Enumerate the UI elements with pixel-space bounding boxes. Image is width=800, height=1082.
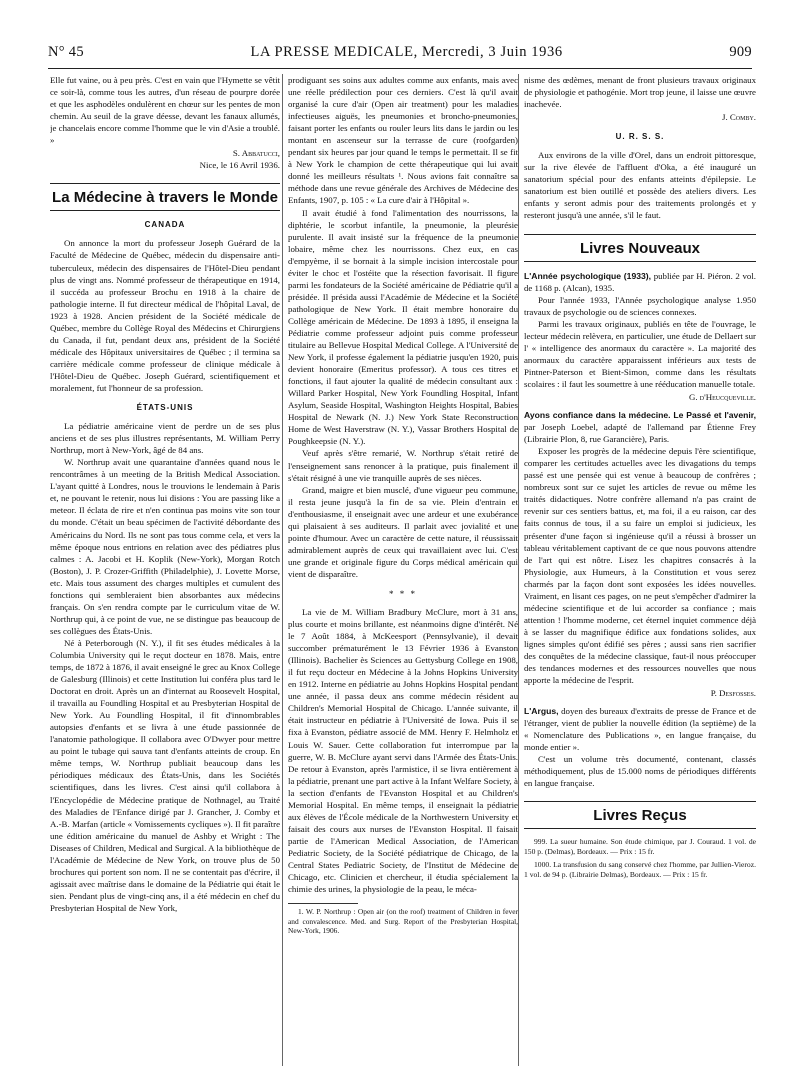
list-item: 1000. La transfusion du sang conservé chez l'homme, par Jullien-Vieroz. 1 vol. de 94 p. (Librairie Delmas), Bordeaux. — Prix : 15 fr.	[524, 860, 756, 879]
book-details: doyen des bureaux d'extraits de presse de France et de l'étranger, vient de publier la nouvelle édition (la septième) de la « Nomenclature des Publications », en langue française, du monde entier ».	[524, 706, 756, 753]
header-rule	[48, 68, 752, 69]
paragraph: Pour l'année 1933, l'Année psychologique analyse 1.950 travaux de psychologie ou de sciences connexes.	[524, 294, 756, 317]
signature-date: Nice, le 16 Avril 1936.	[199, 160, 280, 171]
paragraph: Né à Peterborough (N. Y.), il fit ses études médicales à la Columbia University qui le reçut docteur en 1878. Mais, entre temps, de 1872 à 1876, il avait enseigné le grec au Knox College de Galesburg (Illinois) et cette Institution lui conféra plus tard le Doctorat en droit. Après un an d'internat au Roosevelt Hospital, il travailla au Foundling Hospital et au Presbyterian Hospital de New York. Au Foundling Hospital, il fit d'innombrables autopsies d'enfants et se livra à une étude passionnée de l'anatomie pathologique. Il collabora avec O'Dwyer pour mettre au point le tubage qui sauva tant d'enfants atteints de croup. En même temps, W. Northrup publiait beaucoup dans les périodiques médicaux des États-Unis, dans les Sociétés scientifiques, dans les livres. C'est ainsi qu'il collabora à l'Encyclopédie de Médecine pratique de Nothnagel, au Traité des Maladies de l'Enfance dirigé par J. Grancher, J. Comby et A.-B. Marfan (article « Vomissements cycliques »). Il fit paraître une édition américaine du manuel de Ashby et Wright : The Diseases of Children, Medical and Surgical. A la bibliothèque de l'Académie de Médecine de New York, on trouve plus de 50 brochures qui portent son nom. Il ne se contentait pas d'écrire, il agissait avec maîtrise dans le domaine de la Pédiatrie qui était le sien. Pendant plus de vingt-cinq ans, il a été médecin en chef du Presbyterian Hospital de New York,	[50, 637, 280, 913]
subsection-title: U. R. S. S.	[615, 132, 665, 142]
book-details: publiée par H. Piéron. 2 vol. de 1168 p. (Alcan), 1935.	[524, 270, 756, 293]
book-entry	[524, 705, 756, 753]
paragraph: Parmi les travaux originaux, publiés en tête de l'ouvrage, le lecteur médecin relèvera, en particulier, une étude de Dellaert sur l' « intelligence des anormaux du caractère ». La majorité des anormaux du caractère apparaissent inférieurs aux tests de Pintner-Paterson et Bient-Simon, comme dans les résultats scolaires : il faut les soumettre à une rééducation manuelle totale.	[524, 318, 756, 389]
paragraph: Grand, maigre et bien musclé, d'une vigueur peu commune, il resta jeune jusqu'à la fin de sa vie. Plein d'entrain et d'enthousiasme, il enseignait avec une ardeur et une exubérance qui plaisaient à ses auditeurs. Il parlait avec jovialité et une pointe d'humour. Avec un caractère de cette nature, il réussissait admirablement auprès de ceux qui travaillaient avec lui. C'est une grande et originale figure du Corps médical américain qui vient de disparaître.	[288, 484, 518, 579]
section-title: Livres Nouveaux	[524, 234, 756, 262]
paragraph: Aux environs de la ville d'Orel, dans un endroit pittoresque, sur la rive élevée de l'affluent d'Oka, a été inauguré un sanatorium spécial pour des enfants atteints d'épilepsie. Le sanatorium est bien outillé et possède des ateliers divers. Les enfants y seront admis pour des traitements prolongés et y resteront jusqu'à une année, s'il le faut.	[524, 150, 756, 221]
section-title: Livres Reçus	[524, 801, 756, 829]
book-entry	[524, 409, 756, 445]
separator-stars: * * *	[389, 588, 417, 599]
signature: S. Abbatucci,	[232, 148, 280, 159]
signature: P. Desfosses.	[710, 688, 756, 699]
paragraph: C'est un volume très documenté, contenant, classés méthodiquement, plus de 15.000 noms de périodiques différents en langue française.	[524, 754, 756, 789]
book-title: L'Année psychologique (1933),	[524, 270, 652, 281]
signature: G. d'Heucqueville.	[689, 391, 756, 402]
signature: J. Comby.	[722, 112, 756, 123]
paragraph: Il avait étudié à fond l'alimentation des nourrissons, la diphtérie, le scorbut infantile, la pneumonie, la pleurésie purulente. Il avait insisté sur la fréquence de la pneumonie lobaire, même chez les nourrissons. Chez eux, en cas d'empyème, il se bornait à la simple incision intercostale pour éviter le choc et l'ostéite que la résection favorisait. Il figure parmi les fondateurs de la Société américaine de Pédiatrie qu'il a présidée. Il présida aussi l'Académie de Médecine et la Société pathologique de New York. Il était membre honoraire du Collège américain de Médecine. De 1893 à 1895, il enseigna la Pédiatrie comme professeur adjoint puis comme professeur titulaire au Bellevue Hospital Medical College. A l'Université de New York, il professe également la pédiatrie jusqu'en 1920, puis devient honoraire (Emeritus professor). A tous ces titres et fonctions, il faut ajouter la qualité de médecin consultant aux : Willard Parker Hospital, New York Foundling Hospital, Infant Asylum, Seaside Hospital, Washington Heights Hospital, Babies Hospital de Newark (N. J.) New York State Reconstruction Home de West Haverstraw (N. Y.), Vassar Brothers Hospital de Poughkeepsie (N. Y.).	[288, 207, 518, 447]
book-entry	[524, 270, 756, 294]
column-2	[288, 74, 518, 1066]
subsection-title: ÉTATS-UNIS	[136, 403, 194, 413]
list-item: 999. La sueur humaine. Son étude chimique, par J. Couraud. 1 vol. de 150 p. (Delmas), Bordeaux. — Prix : 15 fr.	[524, 837, 756, 857]
paragraph: La vie de M. William Bradbury McClure, mort à 31 ans, plus courte et moins brillante, est néanmoins digne d'intérêt. Né le 7 Août 1884, à McKeesport (Pennsylvanie), il devait succomber prématurément le 13 Février 1936 à Evanston (Illinois). Bachelier ès Sciences au Gettysburg College en 1908, il fut reçu docteur en Médecine à la Johns Hopkins University en 1912. Interne en pédiatrie au Johns Hopkins Hospital pendant une année, il passa deux ans comme médecin résident au Children's Memorial Hospital de Chicago. L'année suivante, il était instructeur en pédiatrie à l'Université de Iowa. Puis il se fixa à Evanston, pédiatre associé de MM. Henry F. Helmholz et Louis W. Sauer. Cette collaboration fut interrompue par la guerre, W. B. McClure ayant servi dans l'Armée des États-Unis. De retour à Evanston, après l'armistice, il se livra entièrement à la pédiatrie, prenant une part active à la Infant Welfare Society, à la section d'enfants de l'Evanston Hospital et au Children's Memorial Hospital. En même temps, il enseignait la pédiatrie aux élèves de l'École médicale de la Northwestern University et faisait des cours aux nurses de l'Evanston Hospital. Il faisait partie de l'American Medical Association, de l'American Pediatric Society, de la Société pédiatrique de Chicago, de la Central States Pediatric Society, de l'Institut de Médecine de Chicago, etc. Clinicien et chercheur, il étudia spécialement la chimie des urines, la physiologie de la peau, le méca-	[288, 607, 518, 895]
paragraph: prodiguant ses soins aux adultes comme aux enfants, mais avec une réelle prédilection pour ces derniers. C'est là qu'il avait organisé la cure d'air (Open air treatment) pour les maladies infectieuses aiguës, les pneumonies et broncho-pneumonies, faisant porter les enfants ou rouler leurs lits dans le jardin ou les montant en ascenseur sur la terrasse de cure (roofgarden) pendant six heures par jour quand le temps le permettait. Il se fit à New York le champion de cette thérapeutique qui lui avait donné les meilleurs résultats ¹. Nous avions fait connaître sa méthode dans une revue générale des Archives de Médecine des Enfants, 1907, p. 105 : « La cure d'air à l'Hôpital ».	[288, 75, 518, 206]
page-number: 909	[729, 44, 752, 60]
column-divider	[518, 74, 519, 1066]
received-books-list	[524, 837, 756, 879]
column-divider	[282, 74, 283, 1066]
paragraph: nisme des œdèmes, menant de front plusieurs travaux originaux de physiologie et pathogénie. Mort trop jeune, il laisse une œuvre inachevée.	[524, 75, 756, 110]
book-title: L'Argus,	[524, 706, 559, 717]
footnote: 1. W. P. Northrup : Open air (on the roof) treatment of Children in fever and convalescence. Med. and Surg. Report of the Presbyterian Hospital, New-York, 1906.	[288, 907, 518, 936]
book-details: par Joseph Loebel, adapté de l'allemand par Étienne Frey (Librairie Plon, 8, rue Garancière), Paris.	[524, 422, 756, 445]
page-header	[48, 44, 752, 66]
paragraph: W. Northrup avait une quarantaine d'années quand nous le rencontrâmes à un meeting de la British Medical Association. L'ayant quitté à Londres, nous le trouvions le lendemain à Paris et, ne pouvant le retenir, nous lui disions : You are passing like a meteor. Il éclata de rire et n'en continua pas moins vite son tour du monde. C'était un beau spécimen de l'activité débordante des Américains du Nord. Ils ne sont pas tous comme cela, et vers la même époque nous entrions en relation avec des pédiatres plus calmes : A. Jacobi et H. Koplik (New-York), Morgan Rotch (Boston), J. P. Crozer-Griffith (Philadelphie), J. Lovette Morse, etc. Mais tous assument des charges multiples et cumulent des fonctions qui sembleraient bien absorbantes aux médecins français. On s'en rendra compte par le curriculum vitae de W. Northrup qui, à ce point de vue, ne se distingue pas beaucoup de ses collègues des États-Unis.	[50, 457, 280, 636]
subsection-title: CANADA	[144, 220, 186, 230]
paragraph: La pédiatrie américaine vient de perdre un de ses plus anciens et de ses plus illustres représentants, M. William Perry Northrup, mort à New-York, âgé de 84 ans.	[50, 421, 280, 456]
journal-title: LA PRESSE MEDICALE, Mercredi, 3 Juin 1936	[250, 44, 563, 60]
footnote-rule	[288, 903, 358, 904]
paragraph: Exposer les progrès de la médecine depuis l'ère scientifique, comparer les certitudes actuelles avec les divagations du temps passé est une pensée qui est venue à beaucoup de confrères ; nombreux sont sur ce sujet les articles de revue ou même les traités didactiques. Notre confrère allemand n'a pas craint de revenir sur ces sentiers battus, et, ma foi, il a eu raison, car des faits connus de tous, il a su faire un emploi si judicieux, les présenter d'une façon si ingénieuse qu'il a réussi à brosser un tableau véritablement captivant de ce que nous pouvons attendre de l'art qui est nôtre. Lisez les chapitres consacrés à la Physiologie, aux Humeurs, à la Constitution et vous serez charmés par la façon dont sont exposées les idées nouvelles. Vraiment, en lisant ces pages, on ne peut s'empêcher d'admirer la médecine scientifique et de lui accorder sa confiance ; mais attention ! l'homme moderne, cet éternel inquiet commence déjà à se lasser du magnifique édifice aux fondations solides, aux lignes simples qu'ont édifié ses pères ; aussi sans rien sacrifier des conquêtes de la médecine classique, faut-il nous préoccuper des tendances modernes et des ressources nouvelles que nous apporte la médecine de l'esprit.	[524, 446, 756, 686]
section-title: La Médecine à travers le Monde	[50, 183, 280, 211]
issue-number: N° 45	[48, 44, 84, 60]
paragraph: Elle fut vaine, ou à peu près. C'est en vain que l'Hymette se vêtit ce soir-là, comme tous les autres, d'un réseau de pourpre dorée et que les asphodèles ondulèrent en chœur sur les pentes de mon chemin. Au seuil de la grave déesse, devant les fanaux allumés, je chancelais encore comme l'homme que le vin d'Asie a troublé. »	[50, 75, 280, 146]
column-3	[524, 74, 756, 1066]
column-1	[50, 74, 280, 1066]
paragraph: On annonce la mort du professeur Joseph Guérard de la Faculté de Médecine de Québec, médecin du dispensaire anti-tuberculeux, médecin des dispensaires de l'Hôtel-Dieu pendant plus de vingt ans. Nommé professeur de thérapeutique en 1914, il succéda au professeur Brochu en 1918 à la chaire de pathologie interne. Il fut directeur médical de l'hôpital Laval, de 1923 à 1928. Ancien président de la Société médicale de Québec, membre du Collège Royal des Médecins et Chirurgiens du Canada, il fut, pendant deux ans, président de la Société médicale des Hôpitaux universitaires de Québec ; il termina sa carrière médicale comme professeur de clinique médicale à l'Hôtel-Dieu de Québec. Joseph Guérard, scientifiquement et moralement, fut l'honneur de sa profession.	[50, 238, 280, 393]
book-title: Ayons confiance dans la médecine. Le Passé et l'avenir,	[524, 410, 756, 421]
paragraph: Veuf après s'être remarié, W. Northrup s'était retiré de l'enseignement sans renoncer à la pratique, puis finalement il s'était résigné à une vie tranquille auprès de ses nièces.	[288, 448, 518, 483]
